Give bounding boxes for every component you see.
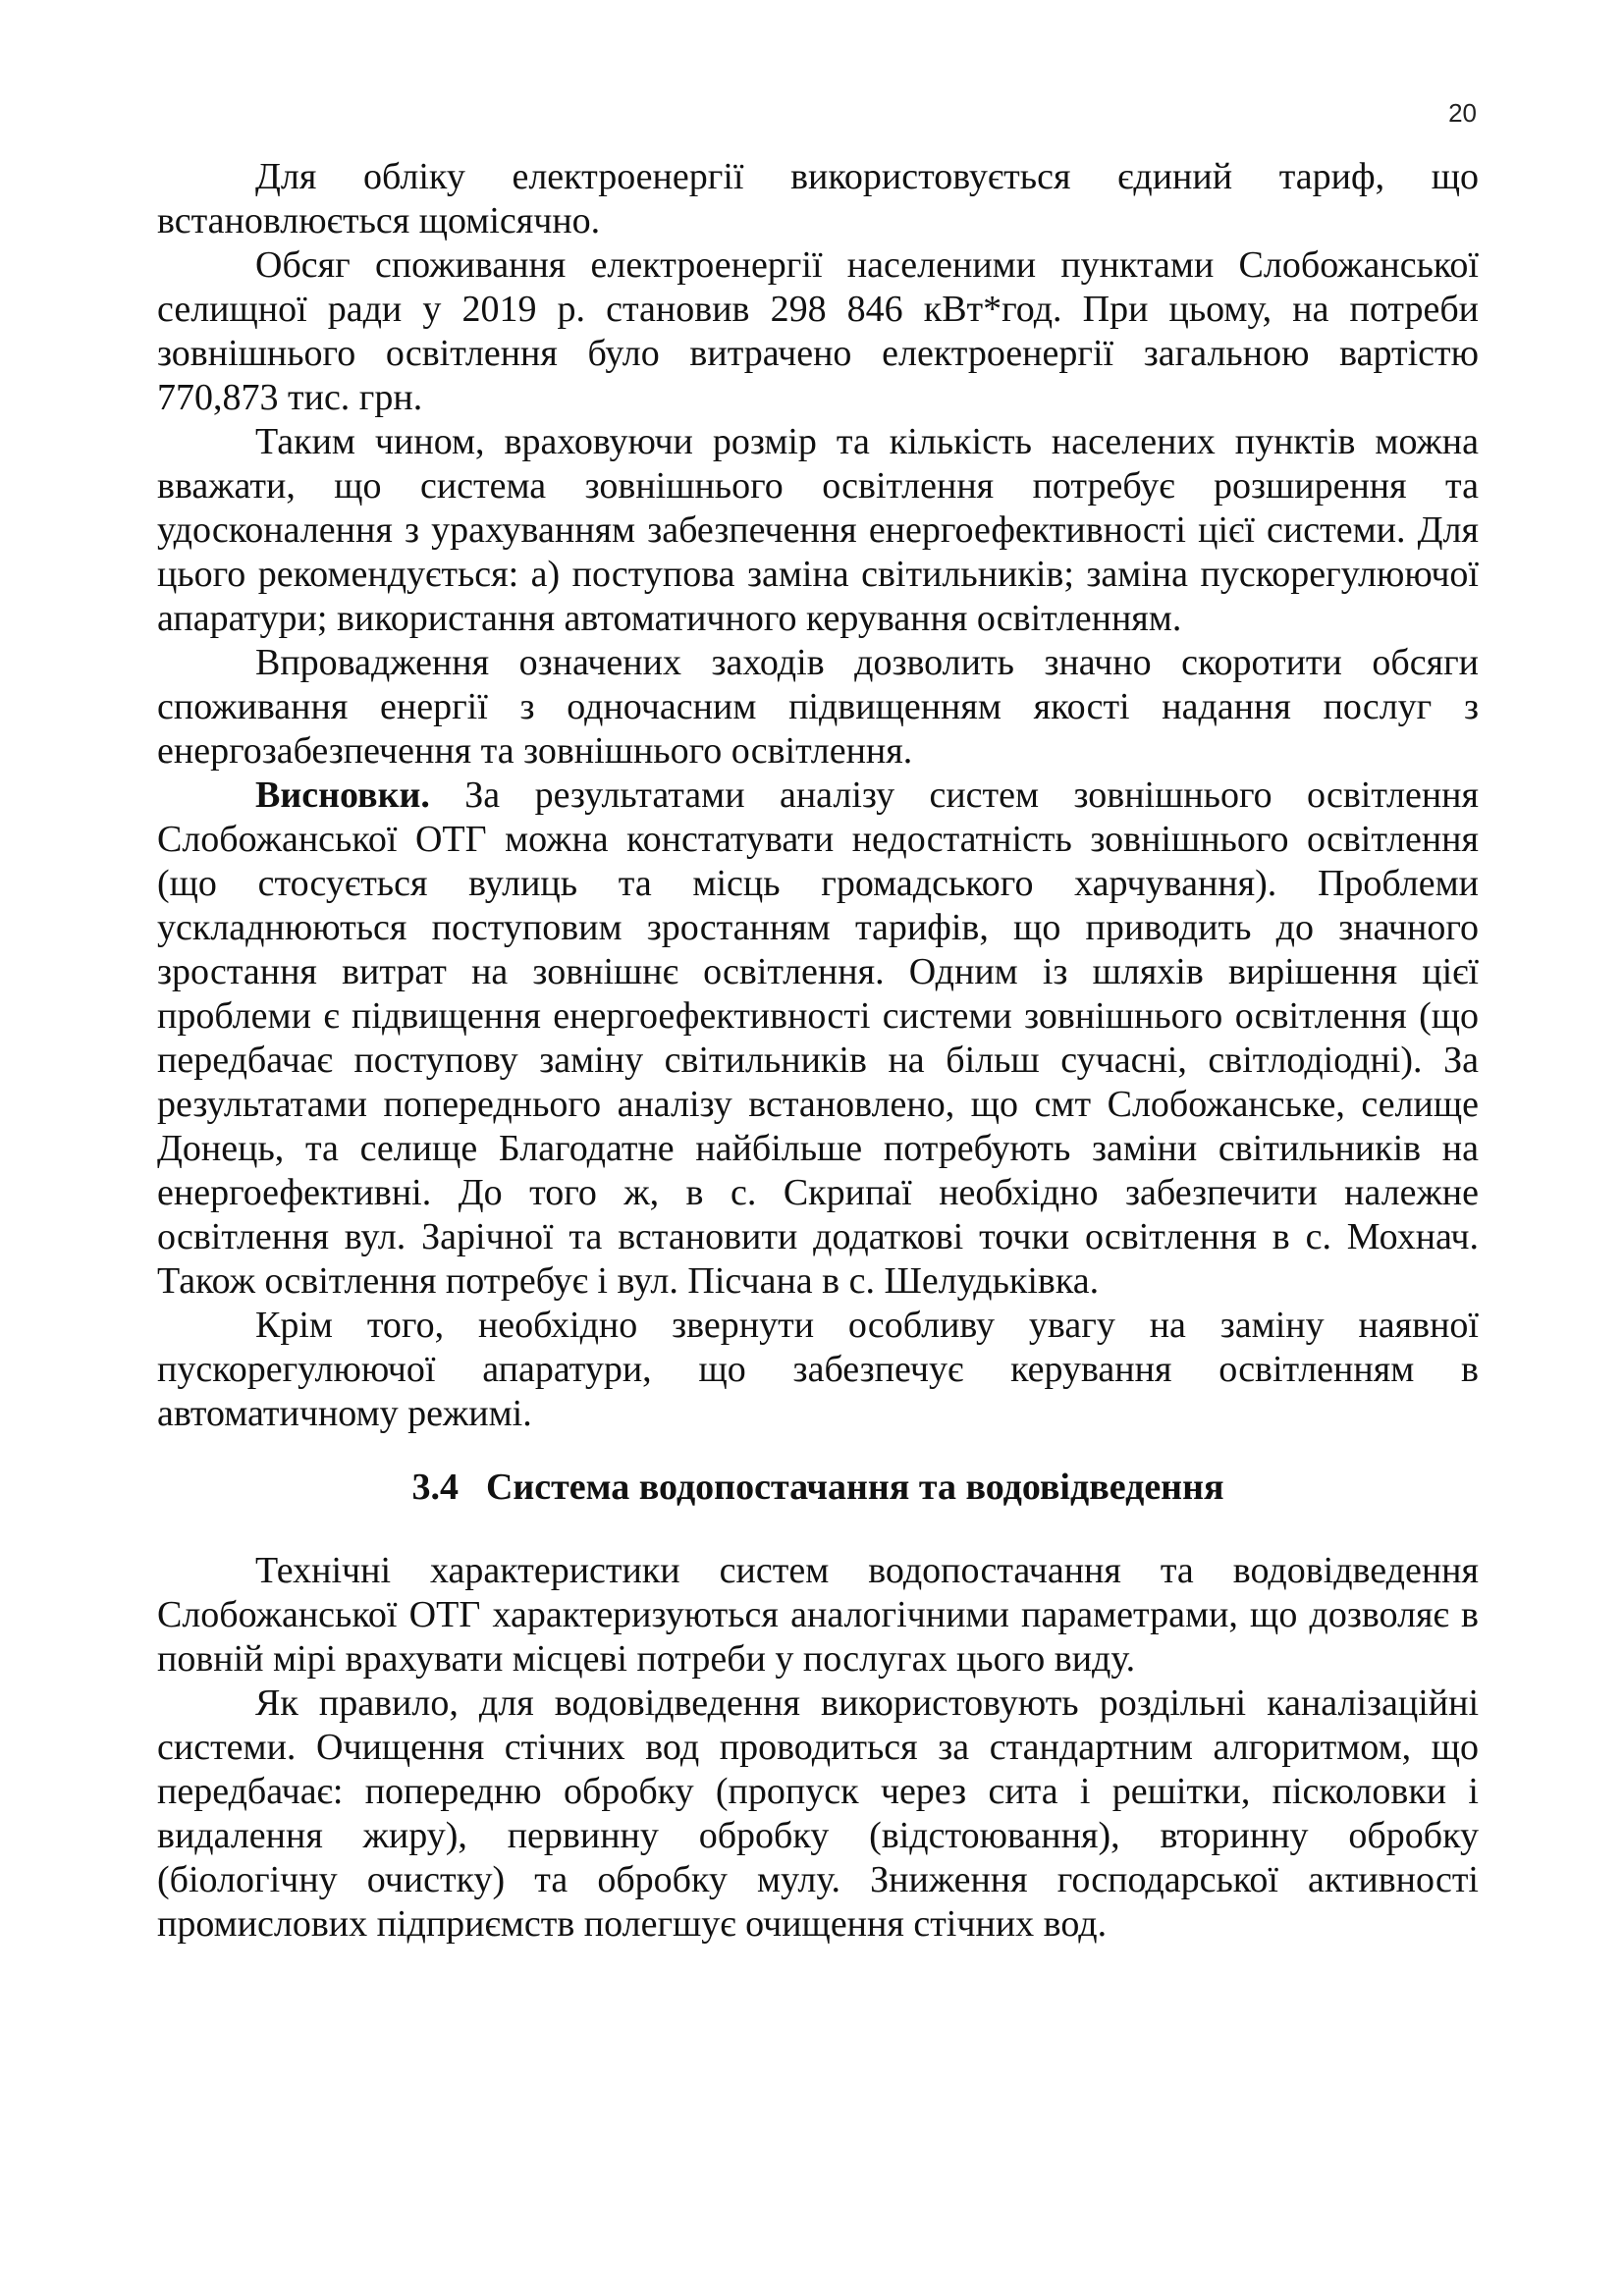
conclusions-label: Висновки.: [255, 774, 430, 816]
section-title: Система водопостачання та водовідведення: [485, 1467, 1224, 1508]
conclusions-text: За результатами аналізу систем зовнішнього освітлення Слобожанської ОТГ можна констатувати недостатність зовнішнього освітлення (що стосується вулиць та місць громадського харчування). Проблеми ускладнюються поступовим зростанням тарифів, що приводить до значного зростання витрат на зовнішнє освітлення. Одним із шляхів вирішення цієї проблеми є підвищення енергоефективності системи зовнішнього освітлення (що передбачає поступову заміну світильників на більш сучасні, світлодіодні). За результатами попереднього аналізу встановлено, що смт Слобожанське, селище Донець, та селище Благодатне найбільше потребують заміни світильників на енергоефективні. До того ж, в с. Скрипаї необхідно забезпечити належне освітлення вул. Зарічної та встановити додаткові точки освітлення в с. Мохнач. Також освітлення потребує і вул. Пісчана в с. Шелудьківка.: [157, 774, 1479, 1302]
paragraph-water-characteristics: Технічні характеристики систем водопостачання та водовідведення Слобожанської ОТГ характеризуються аналогічними параметрами, що дозволяє в повній мірі врахувати місцеві потреби у послугах цього виду.: [157, 1550, 1479, 1680]
paragraph-tariff: Для обліку електроенергії використовується єдиний тариф, що встановлюється щомісячно.: [157, 156, 1479, 241]
paragraph-consumption: Обсяг споживання електроенергії населеними пунктами Слобожанської селищної ради у 2019 р. становив 298 846 кВт*год. При цьому, на потреби зовнішнього освітлення було витрачено електроенергії загальною вартістю 770,873 тис. грн.: [157, 244, 1479, 418]
section-number: 3.4: [411, 1467, 459, 1508]
paragraph-sewage-treatment: Як правило, для водовідведення використовують роздільні каналізаційні системи. Очищення стічних вод проводиться за стандартним алгоритмом, що передбачає: попередню обробку (пропуск через сита і решітки, пісколовки і видалення жиру), первинну обробку (відстоювання), вторинну обробку (біологічну очистку) та обробку мулу. Зниження господарської активності промислових підприємств полегшує очищення стічних вод.: [157, 1682, 1479, 1945]
paragraph-recommendations: Таким чином, враховуючи розмір та кількість населених пунктів можна вважати, що система зовнішнього освітлення потребує розширення та удосконалення з урахуванням забезпечення енергоефективності цієї системи. Для цього рекомендується: а) поступова заміна світильників; заміна пускорегулюючої апаратури; використання автоматичного керування освітленням.: [157, 421, 1479, 639]
page-body: [157, 155, 1479, 1947]
paragraph-conclusions: [157, 774, 1479, 1304]
section-heading: [157, 1466, 1479, 1510]
paragraph-ballast-equipment: Крім того, необхідно звернути особливу увагу на заміну наявної пускорегулюючої апаратури, що забезпечує керування освітленням в автоматичному режимі.: [157, 1305, 1479, 1434]
page-number: 20: [1448, 98, 1477, 128]
paragraph-implementation: Впровадження означених заходів дозволить значно скоротити обсяги споживання енергії з одночасним підвищенням якості надання послуг з енергозабезпечення та зовнішнього освітлення.: [157, 642, 1479, 772]
